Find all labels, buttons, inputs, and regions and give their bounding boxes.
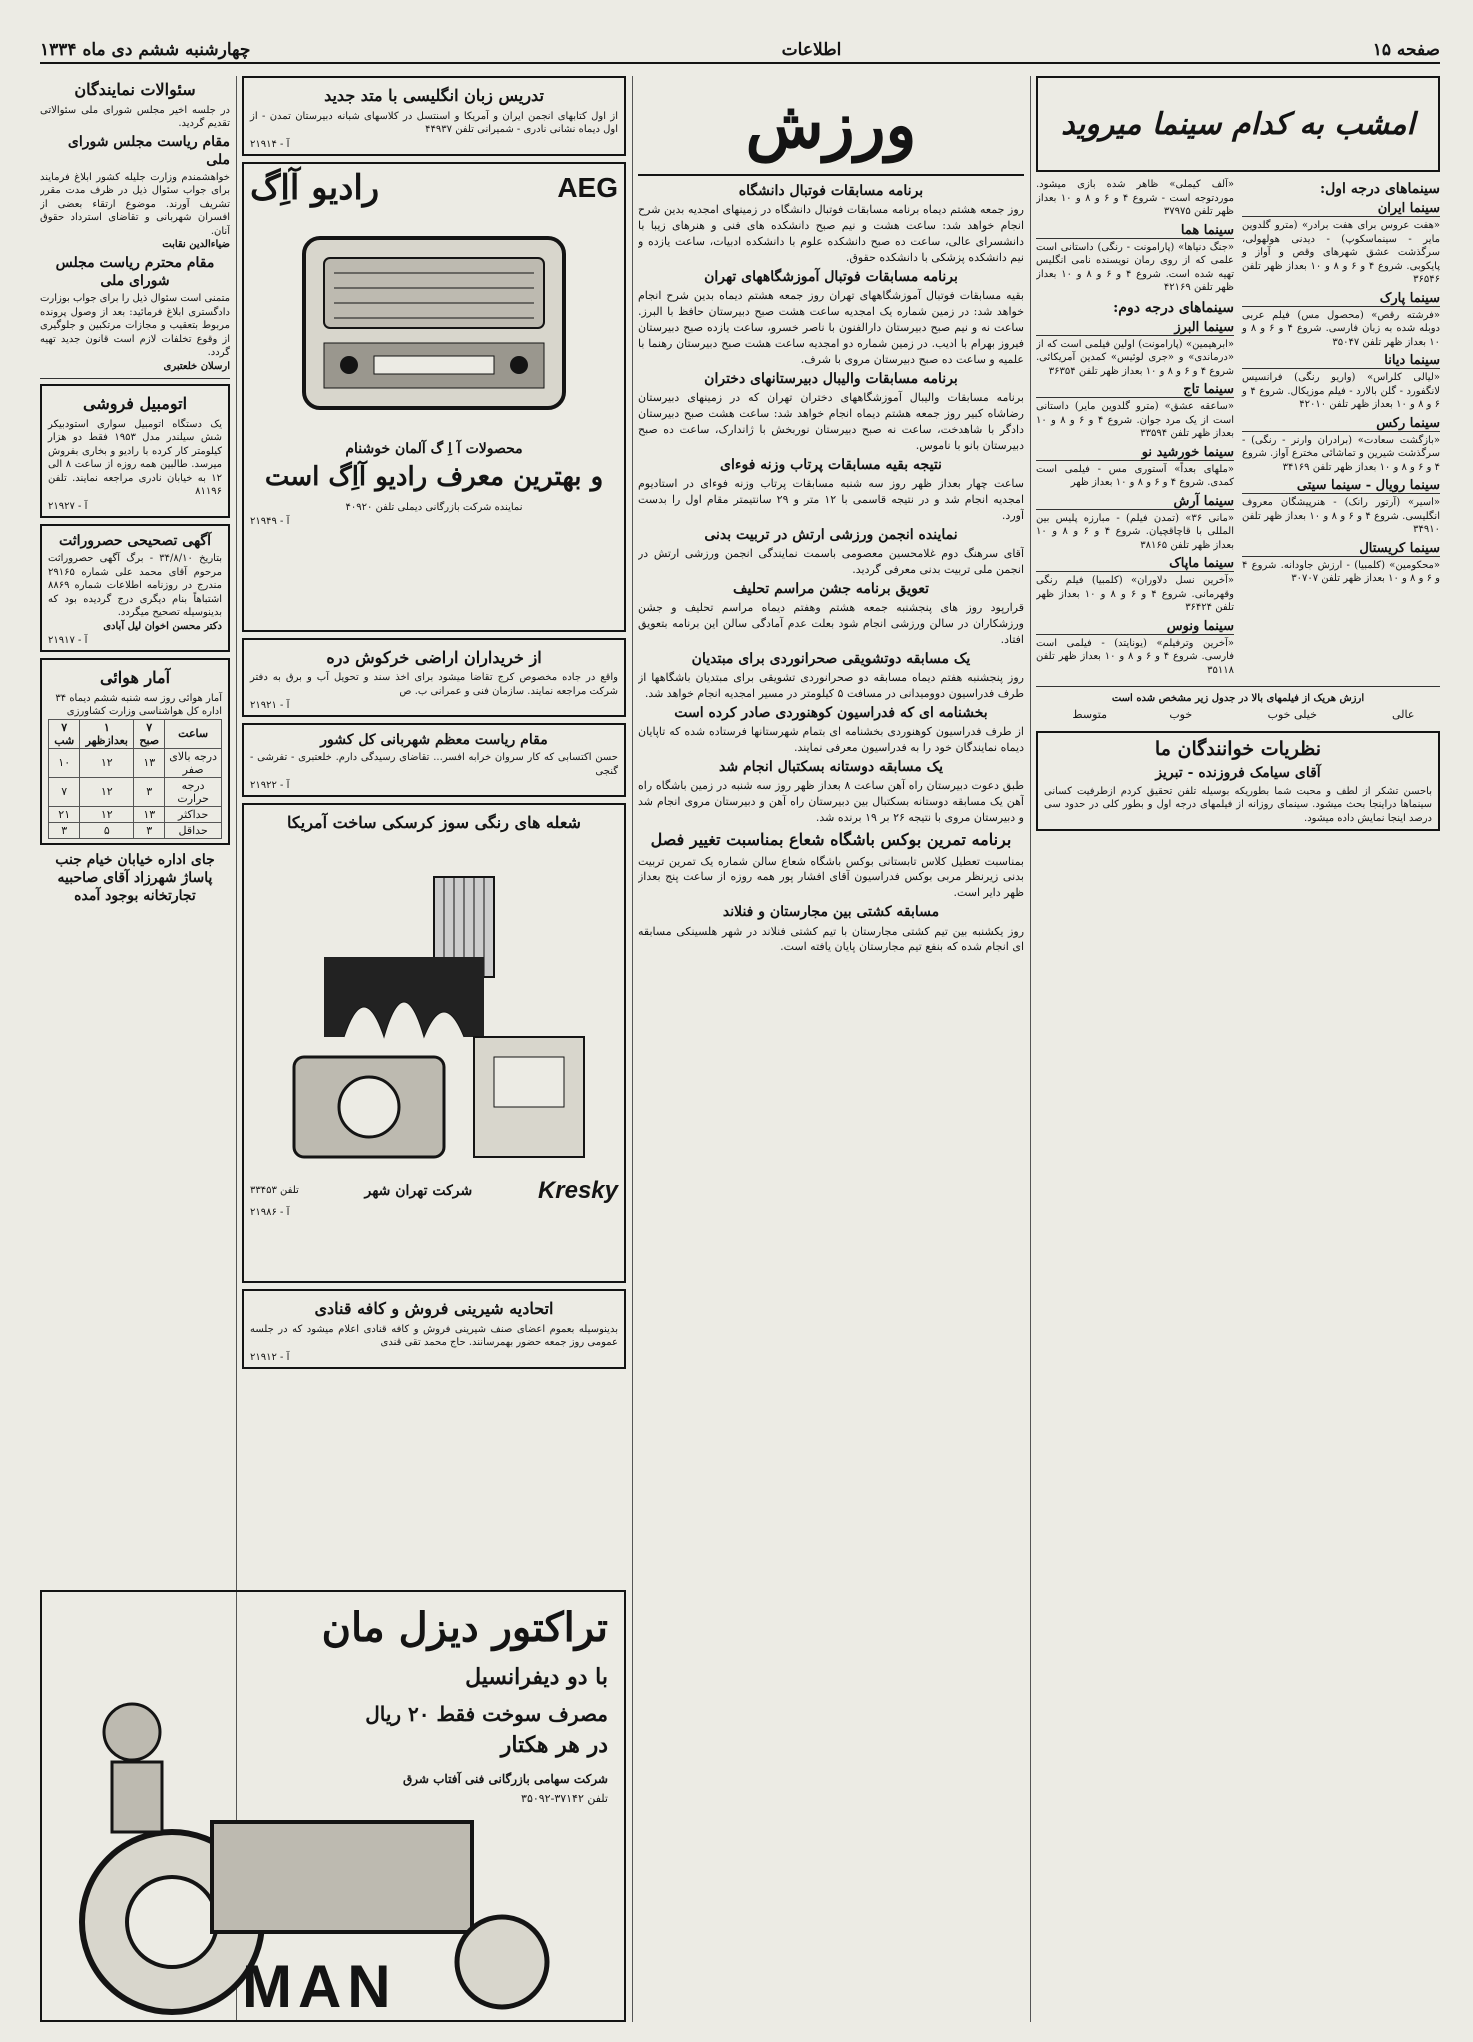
list-item: سینما هما «جنگ دنیاها» (پارامونت - رنگی) داستانی است علمی که از روی رمان نویسنده نامی انگلیس تهیه شده است. شروع ۴ و ۶ و ۸ و ۱۰ بعداز ظهر تلفن ۴۲۱۶۹: [1036, 222, 1234, 293]
sports-banner: ورزش: [638, 76, 1024, 176]
list-item: سینما رکس «بازگشت سعادت» (برادران وارنر - رنگی) - سرگذشت شیرین و تماشائی مخترع آواز. شروع ۴ و ۶ و ۸ و ۱۰ بعداز ظهر تلفن ۳۴۱۶۹: [1242, 415, 1440, 473]
page-number: صفحه ۱۵: [1372, 40, 1440, 60]
article: نماینده انجمن ورزشی ارتش در تربیت بدنی آقای سرهنگ دوم غلامحسین معصومی باسمت نمایندگی انجمن ورزشی ارتش در انجمن ملی تربیت بدنی معرفی گردید.: [638, 526, 1024, 576]
column-divider: [1030, 76, 1031, 2022]
first-class-title: سینماهای درجه اول:: [1319, 181, 1440, 197]
radio-illustration: [250, 208, 618, 438]
article: مسابقه کشتی بین مجارستان و فنلاند روز یکشنبه بین تیم کشتی مجارستان با تیم کشتی فنلاند در شهر هلسینکی مسابقه ای انجام شده که بنفع تیم مجارستان پایان یافته است.: [638, 904, 1024, 954]
radio-ad: AEG رادیو آاِگ محصولات آ اِ گ آلمان خوشنام و بهترین معرف رادیو آاِگ است نماینده شرکت بازرگانی دیملی تلفن ۴۰۹۲۰ آ - ۲۱۹۴۹: [242, 162, 626, 632]
heater-illustration: [250, 837, 618, 1177]
left-section: سئوالات نمایندگان در جلسه اخیر مجلس شورای ملی سئوالاتی تقدیم گردید. مقام ریاست مجلس شورای ملی خواهشمندم وزارت جلیله کشور ابلاغ فرمایند برای جواب سئوال ذیل در ظرف مدت مقرر تشریف آورند. موضوع ارتقاء بعضی از افسران شهربانی و تقاضای استرداد حقوق آنان. ضیاءالدین نقابت مقام محترم ریاست مجلس شورای ملی متمنی است سئوال ذیل را برای جواب بوزارت دادگستری ابلاغ فرمائید: بعد از وصول پرونده مربوط بتعقیب و مجازات مرتکبین و جلوگیری از وقوع تخلفات لازم است قانون جدید تهیه گردد. ارسلان خلعتبری اتومبیل فروشی یک دستگاه اتومبیل سواری استودبیکر شش سیلندر مدل ۱۹۵۳ فقط دو هزار کیلومتر کار کرده با رادیو و بخاری بفروش میرسد. طالبین همه روزه از ساعت ۸ الی ۱۲ به خیابان نادری مراجعه نمایند. تلفن ۸۱۱۹۶ آ - ۲۱۹۲۷ آگهی تصحیحی حصروراثت بتاریخ ۳۴/۸/۱۰ - برگ آگهی حصروراثت مرحوم آقای محمد علی شماره ۲۹۱۶۵ مندرج در روزنامه اطلاعات شماره ۸۸۶۹ اشتباهاً بنام دیگری درج گردیده بود که بدینوسیله تصحیح میگردد. دکتر محسن اخوان لیل آبادی آ - ۲۱۹۱۷ آمار هوائی آمار هوائی روز سه شنبه ششم دیماه ۳۴ اداره کل هواشناسی وزارت کشاورزی ساعت ۷ صبح ۱ بعدازظهر ۷ شب درجه بالای صفر ۱۳ ۱۲ ۱۰ درجه حرارت ۳ ۱۲ ۷ حداکثر ۱۳ ۱۲ ۲۱ حداقل ۳ ۵ ۳ جای اداره خیابان خیام جنب پاساژ شهرزاد آقای صاحبیه تجارتخانه بوجود آمده: [40, 80, 230, 905]
confectioners-ad: اتحادیه شیرینی فروش و کافه قنادی بدینوسیله بعموم اعضای صنف شیرینی فروش و کافه قنادی اعلام میشود که در جلسه عمومی روز جمعه حضور بهمرسانند. حاج محمد تقی قندی آ - ۲۱۹۱۲: [242, 1289, 626, 1369]
article: برنامه مسابقات والیبال دبیرستانهای دختران برنامه مسابقات والیبال آموزشگاههای دختران تهران که در زمینهای دبیرستان رضاشاه کبیر روز جمعه هشتم دیماه انجام خواهد شد: ساعت هشت صبح دبیرستان دادگر با شاهدخت، ساعت نه صبح دبیرستان نوربخش با ژاندارک، ساعت ده صبح دبیرستان بانو با ناموس.: [638, 370, 1024, 452]
readers-title: نظریات خوانندگان ما: [1154, 737, 1322, 760]
notice-text: جای اداره خیابان خیام جنب پاساژ شهرزاد آقای صاحبیه تجارتخانه بوجود آمده: [55, 851, 215, 905]
cinema-list-other: [1036, 178, 1234, 681]
article: یک مسابقه دوستانه بسکتبال انجام شد طبق دعوت دبیرستان راه آهن ساعت ۸ بعداز ظهر روز سه شنبه در زمین باشگاه راه آهن یک مسابقه دوستانه بسکتبال بین دبیرستان راه آهن و دبیرستان مروی انجام شد و دبیرستان مروی با نتیجه ۲۶ بر ۱۹ برنده شد.: [638, 758, 1024, 824]
table-row: حداقل ۳ ۵ ۳: [49, 822, 222, 838]
heater-ad: شعله های رنگی سوز کرسکی ساخت آمریکا Kresky شرکت تهران شهر تلفن ۳۳۴۵۳ آ - ۲۱۹۸۶: [242, 803, 626, 1283]
table-row: حداکثر ۱۳ ۱۲ ۲۱: [49, 806, 222, 822]
list-item: سینما دیانا «لیالی کلراس» (واریو رنگی) فرانسیس لانگفورد - گلن بالارد - فیلم موزیکال. شروع ۴ و ۶ و ۸ و ۱۰ بعداز ظهر تلفن ۴۲۰۱۰: [1242, 353, 1440, 411]
weather-stats: آمار هوائی آمار هوائی روز سه شنبه ششم دیماه ۳۴ اداره کل هواشناسی وزارت کشاورزی ساعت ۷ صبح ۱ بعدازظهر ۷ شب درجه بالای صفر ۱۳ ۱۲ ۱۰ درجه حرارت ۳ ۱۲ ۷ حداکثر ۱۳ ۱۲ ۲۱ حداقل ۳ ۵ ۳: [40, 658, 230, 845]
list-item: سینما آرش «مانی ۳۶» (تمدن فیلم) - مبارزه پلیس بین المللی با قاچاقچیان. شروع ۴ و ۶ و ۸ و ۱۰ بعداز ظهر تلفن ۳۸۱۶۵: [1036, 493, 1234, 551]
list-item: سینما تاج «ساعقه عشق» (مترو گلدوین مایر) داستانی است از یک مرد جوان. شروع ۴ و ۶ و ۸ و ۱۰ بعداز ظهر تلفن ۳۳۵۹۴: [1036, 382, 1234, 440]
table-row: درجه بالای صفر ۱۳ ۱۲ ۱۰: [49, 748, 222, 777]
brand-logo: Kresky: [537, 1176, 618, 1204]
cinema-section: [1036, 76, 1440, 2022]
article: برنامه مسابقات فوتبال آموزشگاههای تهران بقیه مسابقات فوتبال آموزشگاههای تهران روز جمعه هشتم دیماه بدین شرح انجام خواهد شد: در زمین شماره یک امجدیه ساعت هشت صبح دبیرستان حافظ با البرز. ساعت نه و نیم صبح دبیرستان دارالفنون با ناصر خسرو، ساعت یازده صبح دبیرستان فیروز بهرام با ادیب. در زمین شماره دو امجدیه ساعت هشت صبح دبیرستان رهنما با علمیه و ساعت ده صبح دبیرستان مروی با شرف.: [638, 268, 1024, 366]
cinema-list-first-class: [1242, 178, 1440, 681]
ratings-legend: عالی خیلی خوب خوب متوسط: [1072, 707, 1415, 721]
cinema-banner: امشب به کدام سینما میروید: [1036, 76, 1440, 172]
article: نتیجه بقیه مسابقات پرتاب وزنه فوءای ساعت چهار بعداز ظهر روز سه شنبه مسابقات پرتاب وزنه فوءای در استادیوم امجدیه انجام شد و در نتیجه قاسمی با ۱۲ متر و ۲۹ سانتیمتر مقام اول را بدست آورد.: [638, 456, 1024, 522]
article: برنامه مسابقات فوتبال دانشگاه روز جمعه هشتم دیماه برنامه مسابقات فوتبال دانشگاه در زمینهای امجدیه بدین شرح انجام خواهد شد: ساعت هشت و نیم صبح دانشکده های فنی و هنرهای زیبا با دانشسرای عالی، ساعت ده صبح دانشکده علوم با دانشکده ادبیات، ساعت یازده و نیم دانشکده پزشکی با دانشکده حقوق.: [638, 183, 1024, 264]
column-divider: [632, 76, 633, 2022]
tractor-ad: تراکتور دیزل مان با دو دیفرانسیل مصرف سوخت فقط ۲۰ ریال در هر هکتار شرکت سهامی بازرگانی فنی آفتاب شرق تلفن ۳۷۱۴۲-۳۵۰۹۲ MAN: [40, 1590, 626, 2022]
list-item: «آلف کیملی» ظاهر شده بازی میشود. موردتوجه است - شروع ۴ و ۶ و ۸ و ۱۰ بعداز ظهر تلفن ۳۷۹۷۵: [1036, 179, 1235, 217]
police-notice: مقام ریاست معظم شهربانی کل کشور حسن اکتسابی که کار سروان خرابه افسر... تقاضای رسیدگی دارم. خلعتبری - تفرشی - گنجی آ - ۲۱۹۲۲: [242, 723, 626, 797]
article: تعویق برنامه جشن مراسم تحلیف قرارپود روز های پنجشنبه جمعه هشتم وهفتم دیماه مراسم تحلیف و جشن ورزشکاران در سالن ورزشی انجام شود بعلت عدم آمادگی سالن این برنامه بتعویق افتاد.: [638, 580, 1024, 646]
list-item: سینما خورشید نو «ملهای بعداً» آستوری مس - فیلمی است کمدی. شروع ۴ و ۶ و ۸ و ۱۰ بعداز ظهر: [1036, 444, 1234, 489]
list-item: سینما پارک «فرشته رقص» (محصول مس) فیلم عربی دوبله شده به زبان فارسی. شروع ۴ و ۶ و ۸ و ۱۰ بعداز ظهر تلفن ۳۵۰۴۷: [1242, 290, 1440, 348]
sports-section: [638, 76, 1024, 2022]
article: یک مسابقه دوتشویقی صحرانوردی برای مبتدیان روز پنجشنبه هفتم دیماه مسابقه دو صحرانوردی تشویقی برای مبتدیان باشگاهها از طرف فدراسیون دوومیدانی در مسافت ۵ کیلومتر در مسیر امجدیه انجام خواهد شد.: [638, 650, 1024, 700]
parliament-title: سئوالات نمایندگان: [74, 80, 196, 99]
page-header: [40, 38, 1440, 64]
second-class-title: سینماهای درجه دوم:: [1113, 299, 1234, 316]
correction-notice: آگهی تصحیحی حصروراثت بتاریخ ۳۴/۸/۱۰ - برگ آگهی حصروراثت مرحوم آقای محمد علی شماره ۲۹۱۶۵ مندرج در روزنامه اطلاعات شماره ۸۸۶۹ اشتباهاً بنام دیگری درج گردیده بود که بدینوسیله تصحیح میگردد. دکتر محسن اخوان لیل آبادی آ - ۲۱۹۱۷: [40, 524, 230, 652]
readers-opinions: نظریات خوانندگان ما آقای سیامک فروزنده - تبریز باحسن تشکر از لطف و محبت شما بطوریکه بوسیله تلفن تحقیق کردم ازطرفیت کسانی سینماها دراینجا بحث میشود. سینمای روزانه از فیلمهای درجه اول و بطور کلی در حدود سی درصد اینجا نمایش داده میشود.: [1036, 731, 1440, 831]
list-item: سینما رویال - سینما سیتی «اسیر» (آرتور رانک) - هنرپیشگان معروف انگلیسی. شروع ۴ و ۶ و ۸ و ۱۰ بعداز ظهر تلفن ۳۴۹۱۰: [1242, 478, 1440, 536]
list-item: سینما ونوس «آخرین وترفیلم» (یونایتد) - فیلمی است فارسی. شروع ۴ و ۶ و ۸ و ۱۰ بعداز ظهر تلفن ۳۵۱۱۸: [1036, 618, 1235, 676]
list-item: سینما البرز «ابرهیمین» (پارامونت) اولین فیلمی است که از «درماندی» و «جری لوئیس» کمدین آمریکائی. شروع ۴ و ۶ و ۸ و ۱۰ بعداز ظهر تلفن ۳۶۳۵۴: [1036, 319, 1234, 377]
article: بخشنامه ای که فدراسیون کوهنوردی صادر کرده است از طرف فدراسیون کوهنوردی بخشنامه ای بتمام شهرستانها فرستاده شده که تاپایان دیماه نمایندگان خود را به فدراسیون معرفی نمایند.: [638, 704, 1024, 754]
list-item: سینما ایران «هفت عروس برای هفت برادر» (مترو گلدوین مایر - سینماسکوپ) - دیدنی هولهولی، سرگذشت عشق شهرهای وقص و آواز و پایکوبی. شروع ۴ و ۶ و ۸ و ۱۰ بعداز ظهر تلفن ۳۶۵۴۶: [1242, 201, 1440, 286]
english-class-ad: تدریس زبان انگلیسی با متد جدید از اول کتابهای انجمن ایران و آمریکا و اسنتسل در کلاسهای شبانه دبیرستان تمدن - از اول دیماه نشانی نادری - شمیرانی تلفن ۴۴۹۳۷ آ - ۲۱۹۱۴: [242, 76, 626, 156]
newspaper-name: اطلاعات: [781, 40, 842, 60]
table-row: درجه حرارت ۳ ۱۲ ۷: [49, 777, 222, 806]
list-item: سینما کریستال «محکومین» (کلمبیا) - ارزش جاودانه. شروع ۴ و ۶ و ۸ و ۱۰ بعداز ظهر تلفن ۳۰۷۰۷: [1242, 540, 1440, 585]
brand-logo: MAN: [242, 1953, 397, 2020]
article: برنامه تمرین بوکس باشگاه شعاع بمناسبت تغییر فصل بمناسبت تعطیل کلاس تابستانی بوکس باشگاه شعاع سالن شماره یک تمرین تربیت بدنی زیرنظر مربی بوکس فدراسیون آقای افشار پور همه روزه از ساعت پنج بعداز ظهر دایر است.: [638, 829, 1024, 900]
weather-table: ساعت ۷ صبح ۱ بعدازظهر ۷ شب درجه بالای صفر ۱۳ ۱۲ ۱۰ درجه حرارت ۳ ۱۲ ۷ حداکثر ۱۳ ۱۲ ۲۱ حداقل ۳ ۵ ۳: [48, 719, 222, 839]
issue-date: چهارشنبه ششم دی ماه ۱۳۳۴: [40, 40, 251, 60]
land-ad: از خریداران اراضی خرکوش دره واقع در جاده مخصوص کرج تقاضا میشود برای اخذ سند و تحویل آب و برق به دفتر شرکت مراجعه نمایند. سازمان فنی و عمرانی ب. ص آ - ۲۱۹۲۱: [242, 638, 626, 718]
ratings-note: ارزش هریک از فیلمهای بالا در جدول زیر مشخص شده است: [1111, 693, 1365, 705]
list-item: سینما ماپاک «آخرین نسل دلاوران» (کلمبیا) فیلم رنگی وقهرمانی. شروع ۴ و ۶ و ۸ و ۱۰ بعداز ظهر تلفن ۳۶۴۲۴: [1036, 556, 1234, 614]
car-sale-ad: اتومبیل فروشی یک دستگاه اتومبیل سواری استودبیکر شش سیلندر مدل ۱۹۵۳ فقط دو هزار کیلومتر کار کرده با رادیو و بخاری بفروش میرسد. طالبین همه روزه از ساعت ۸ الی ۱۲ به خیابان نادری مراجعه نمایند. تلفن ۸۱۱۹۶ آ - ۲۱۹۲۷: [40, 384, 230, 518]
brand-logo: AEG: [557, 171, 618, 203]
